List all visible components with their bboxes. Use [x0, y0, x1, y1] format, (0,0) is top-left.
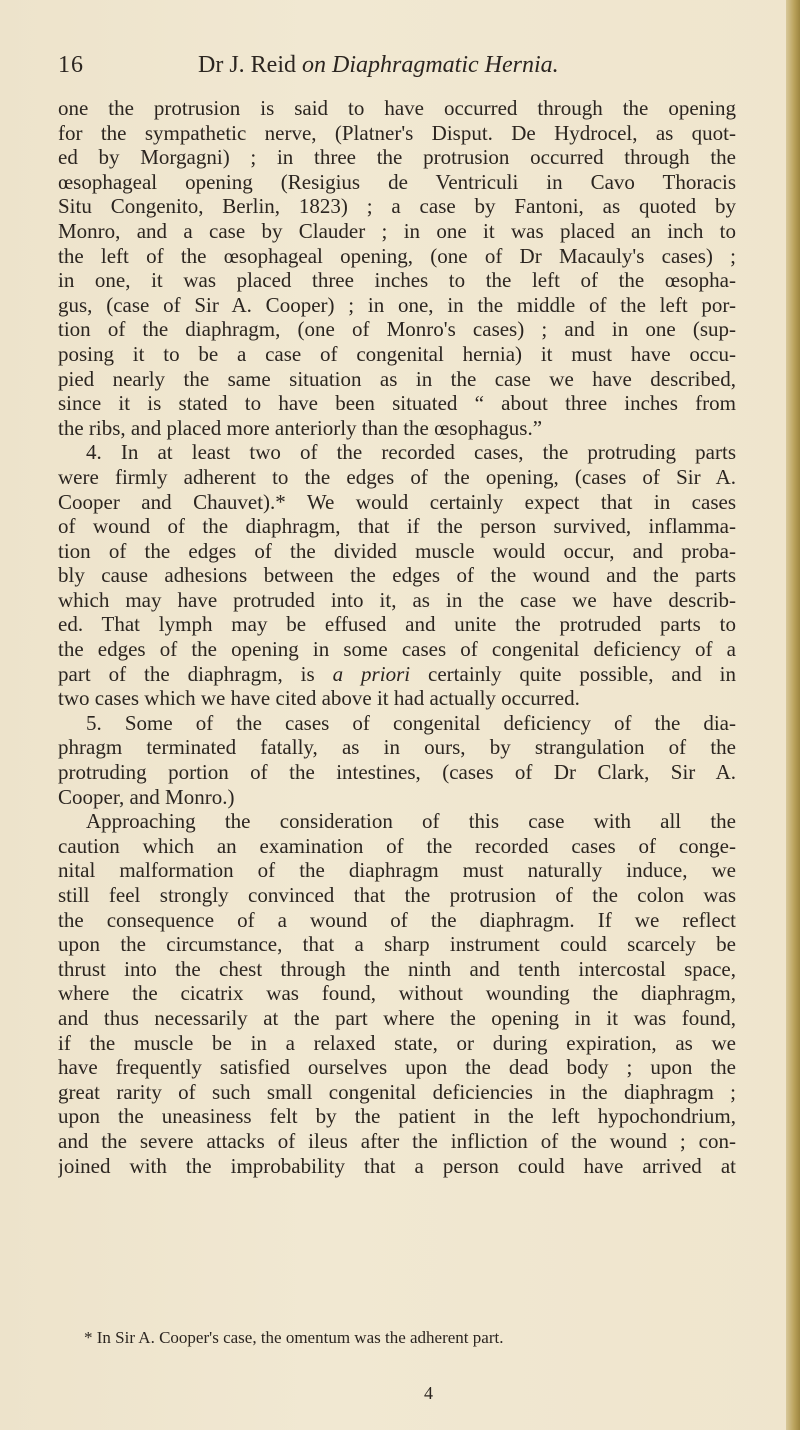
text-line: which may have protruded into it, as in the case we have describ-	[58, 587, 736, 612]
text-line: two cases which we have cited above it had actually occurred.	[58, 686, 580, 711]
text-line: gus, (case of Sir A. Cooper) ; in one, in the middle of the left por-	[58, 292, 736, 317]
text-line: upon the uneasiness felt by the patient in the left hypochondrium,	[58, 1104, 736, 1129]
text-line: tion of the edges of the divided muscle would occur, and proba-	[58, 538, 736, 563]
text-line: great rarity of such small congenital deficiencies in the diaphragm ;	[58, 1079, 736, 1104]
text-line: and the severe attacks of ileus after the infliction of the wound ; con-	[58, 1128, 736, 1153]
text-line: ed by Morgagni) ; in three the protrusion occurred through the	[58, 145, 736, 170]
text-line: pied nearly the same situation as in the case we have described,	[58, 366, 736, 391]
text-line: in one, it was placed three inches to the left of the œsopha-	[58, 268, 736, 293]
text-line-mixed: part of the diaphragm, is a priori certainly quite possible, and in	[58, 661, 736, 686]
text-line: have frequently satisfied ourselves upon the dead body ; upon the	[58, 1055, 736, 1080]
text-line: Situ Congenito, Berlin, 1823) ; a case by Fantoni, as quoted by	[58, 194, 736, 219]
text-line: the left of the œsophageal opening, (one of Dr Macauly's cases) ;	[58, 243, 736, 268]
text-line: thrust into the chest through the ninth and tenth intercostal space,	[58, 956, 736, 981]
text-line: for the sympathetic nerve, (Platner's Disput. De Hydrocel, as quot-	[58, 120, 736, 145]
text-line: the ribs, and placed more anteriorly than the œsophagus.”	[58, 415, 543, 440]
text-line: still feel strongly convinced that the protrusion of the colon was	[58, 883, 736, 907]
page-number: 16	[58, 52, 84, 78]
text-line: joined with the improbability that a person could have arrived at	[58, 1153, 736, 1178]
text-line: Approaching the consideration of this case with all the	[86, 809, 736, 834]
text-line: upon the circumstance, that a sharp instrument could scarcely be	[58, 932, 736, 957]
page-edge	[786, 0, 800, 1430]
text-line: of wound of the diaphragm, that if the person survived, inflamma-	[58, 514, 736, 539]
running-header	[58, 52, 748, 82]
text-line: where the cicatrix was found, without wounding the diaphragm,	[58, 981, 736, 1006]
text-line: if the muscle be in a relaxed state, or during expiration, as we	[58, 1030, 736, 1055]
text-line: one the protrusion is said to have occurred through the opening	[58, 96, 736, 120]
text-line: Cooper and Chauvet).* We would certainly expect that in cases	[58, 489, 736, 514]
signature-mark: 4	[424, 1383, 433, 1403]
text-line: tion of the diaphragm, (one of Monro's cases) ; and in one (sup-	[58, 317, 736, 342]
italic-phrase: a priori	[332, 661, 411, 686]
text-line: protruding portion of the intestines, (cases of Dr Clark, Sir A.	[58, 760, 736, 785]
text-line: œsophageal opening (Resigius de Ventriculi in Cavo Thoracis	[58, 169, 736, 194]
text-line: caution which an examination of the recorded cases of conge-	[58, 833, 736, 858]
text-line: were firmly adherent to the edges of the opening, (cases of Sir A.	[58, 464, 736, 489]
text-line: the edges of the opening in some cases of congenital deficiency of a	[58, 637, 736, 662]
running-title: Dr J. Reid on Diaphragmatic Hernia.	[198, 52, 559, 78]
text-line: and thus necessarily at the part where the opening in it was found,	[58, 1005, 736, 1030]
text-line: 4. In at least two of the recorded cases, the protruding parts	[86, 440, 736, 465]
text-line: nital malformation of the diaphragm must naturally induce, we	[58, 858, 736, 883]
footnote: * In Sir A. Cooper's case, the omentum was the adherent part.	[84, 1328, 504, 1347]
text-line: 5. Some of the cases of congenital deficiency of the dia-	[86, 710, 736, 735]
text-line: Cooper, and Monro.)	[58, 784, 235, 809]
text-line: Monro, and a case by Clauder ; in one it was placed an inch to	[58, 218, 736, 243]
text-line: ed. That lymph may be effused and unite the protruded parts to	[58, 612, 736, 637]
body-text	[58, 96, 736, 1178]
text-line: the consequence of a wound of the diaphragm. If we reflect	[58, 907, 736, 932]
text-line: phragm terminated fatally, as in ours, by strangulation of the	[58, 735, 736, 760]
text-line: posing it to be a case of congenital hernia) it must have occu-	[58, 341, 736, 366]
text-line: bly cause adhesions between the edges of the wound and the parts	[58, 563, 736, 588]
text-line: since it is stated to have been situated “ about three inches from	[58, 391, 736, 416]
